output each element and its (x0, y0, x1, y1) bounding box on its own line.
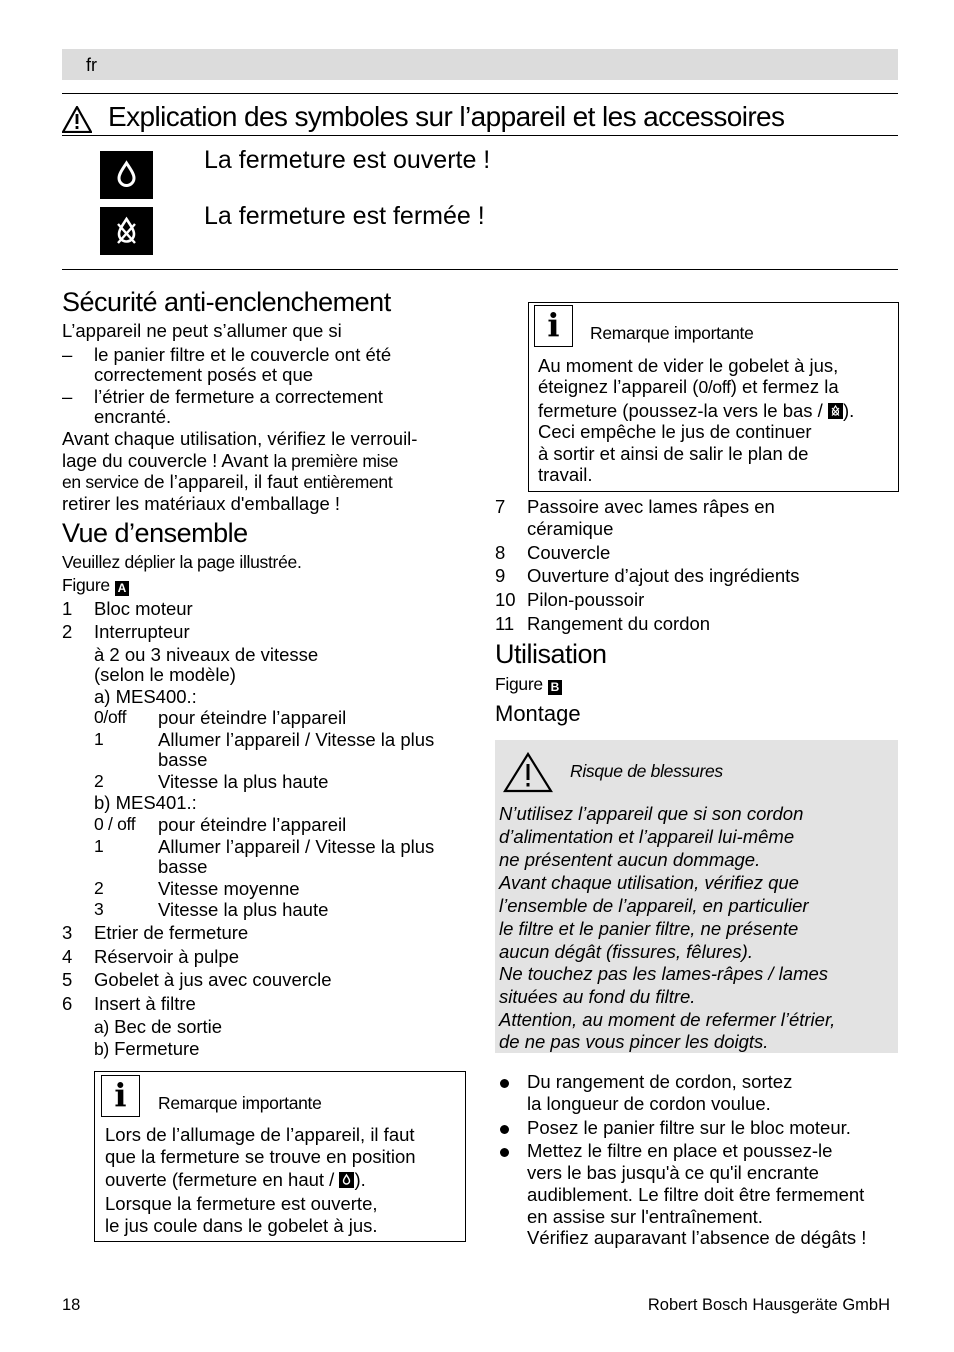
hazard-line: Avant chaque utilisation, vérifiez que (499, 872, 799, 893)
switch-key: 0/off (94, 707, 127, 727)
note-title: Remarque importante (158, 1093, 322, 1113)
lock-open-text: La fermeture est ouverte ! (204, 146, 491, 174)
item-number: 2 (62, 621, 73, 642)
figure-ref: Figure B (495, 673, 562, 696)
crossed-drop-icon (828, 403, 843, 419)
bullet-icon (500, 1079, 509, 1088)
note-text: Au moment de vider le gobelet à jus, (538, 355, 839, 376)
securite-paragraph: en service de l’appareil, il faut entièrement (62, 471, 393, 492)
divider (62, 93, 898, 94)
item-text: Réservoir à pulpe (94, 946, 239, 967)
warning-triangle-icon (62, 106, 92, 133)
item-number: 5 (62, 969, 73, 990)
step-text: vers le bas jusqu'à ce qu'il encrante (527, 1162, 819, 1183)
securite-intro: L’appareil ne peut s’allumer que si (62, 320, 342, 341)
montage-heading: Montage (495, 701, 581, 726)
step-text: la longueur de cordon voulue. (527, 1093, 771, 1114)
language-code: fr (86, 55, 97, 75)
item-number: 8 (495, 542, 506, 563)
item-number: 1 (62, 598, 73, 619)
switch-desc: Vitesse la plus haute (158, 771, 329, 792)
symbols-title: Explication des symboles sur l’appareil et les accessoires (108, 101, 785, 132)
switch-desc: Allumer l’appareil / Vitesse la plus (158, 836, 435, 857)
securite-paragraph: retirer les matériaux d'emballage ! (62, 493, 341, 514)
step-text: audiblement. Le filtre doit être fermement (527, 1184, 865, 1205)
crossed-drop-icon (100, 207, 153, 255)
divider (62, 135, 898, 136)
note-text: Ceci empêche le jus de continuer (538, 421, 812, 442)
item-text: Couvercle (527, 542, 611, 563)
lock-closed-symbol (100, 207, 153, 255)
dash-marker: – (62, 344, 73, 365)
subitem: b) Fermeture (94, 1038, 200, 1059)
info-icon: i (101, 1075, 140, 1117)
switch-key: 1 (94, 729, 104, 749)
bullet-icon (500, 1148, 509, 1157)
item-text: Insert à filtre (94, 993, 196, 1014)
figure-letter: B (548, 680, 562, 695)
item-number: 4 (62, 946, 73, 967)
drop-icon (339, 1172, 354, 1188)
note-text: que la fermeture se trouve en position (105, 1146, 416, 1167)
step-text: Posez le panier filtre sur le bloc moteur. (527, 1117, 851, 1138)
securite-heading: Sécurité anti-enclenchement (62, 287, 391, 317)
utilisation-heading: Utilisation (495, 639, 607, 669)
speed-text: (selon le modèle) (94, 664, 236, 685)
switch-desc: Allumer l’appareil / Vitesse la plus (158, 729, 435, 750)
item-number: 11 (495, 613, 515, 634)
item-number: 7 (495, 496, 506, 517)
hazard-line: Attention, au moment de refermer l’étrier, (499, 1009, 836, 1030)
item-text: Gobelet à jus avec couvercle (94, 969, 332, 990)
bullet-icon (500, 1125, 509, 1134)
subitem: a) Bec de sortie (94, 1016, 223, 1037)
warning-triangle-icon (503, 752, 553, 793)
hazard-line: l’ensemble de l’appareil, en particulier (499, 895, 809, 916)
divider (62, 269, 898, 270)
hazard-line: de ne pas vous pincer les doigts. (499, 1031, 769, 1052)
figure-ref: Figure A (62, 574, 129, 597)
switch-desc: pour éteindre l’appareil (158, 707, 347, 728)
note-title: Remarque importante (590, 323, 754, 343)
hazard-line: N’utilisez l’appareil que si son cordon (499, 803, 804, 824)
item-text: céramique (527, 518, 614, 539)
securite-paragraph: Avant chaque utilisation, vérifiez le verrouil- (62, 428, 418, 449)
lock-closed-text: La fermeture est fermée ! (204, 202, 485, 230)
item-number: 3 (62, 922, 73, 943)
item-number: 9 (495, 565, 506, 586)
vue-heading: Vue d’ensemble (62, 518, 248, 548)
note-text: le jus coule dans le gobelet à jus. (105, 1215, 378, 1236)
vue-instruction: Veuillez déplier la page illustrée. (62, 552, 302, 572)
switch-desc: basse (158, 856, 208, 877)
item-text: Pilon-poussoir (527, 589, 645, 610)
switch-key: 2 (94, 878, 104, 898)
note-text: Lorsque la fermeture est ouverte, (105, 1193, 378, 1214)
hazard-line: situées au fond du filtre. (499, 986, 696, 1007)
hazard-line: ne présentent aucun dommage. (499, 849, 761, 870)
company-name: Robert Bosch Hausgeräte GmbH (647, 1296, 890, 1314)
item-text: Rangement du cordon (527, 613, 711, 634)
hazard-line: d’alimentation et l’appareil lui-même (499, 826, 795, 847)
dash-line: encranté. (94, 406, 172, 427)
switch-key: 1 (94, 836, 104, 856)
note-text: Lors de l’allumage de l’appareil, il faut (105, 1124, 415, 1145)
item-text: Bloc moteur (94, 598, 193, 619)
switch-key: 0 / off (94, 814, 136, 834)
step-text: Vérifiez auparavant l’absence de dégâts ! (527, 1227, 867, 1248)
drop-icon (100, 151, 153, 199)
switch-desc: Vitesse moyenne (158, 878, 300, 899)
language-bar (62, 49, 898, 80)
switch-desc: Vitesse la plus haute (158, 899, 329, 920)
dash-line: l’étrier de fermeture a correctement (94, 386, 383, 407)
step-text: Du rangement de cordon, sortez (527, 1071, 793, 1092)
item-text: Interrupteur (94, 621, 190, 642)
dash-line: correctement posés et que (94, 364, 314, 385)
securite-paragraph: lage du couvercle ! Avant la première mise (62, 450, 399, 471)
note-text: ouverte (fermeture en haut / ). (105, 1169, 366, 1190)
item-number: 6 (62, 993, 73, 1014)
dash-line: le panier filtre et le couvercle ont été (94, 344, 392, 365)
item-text: Passoire avec lames râpes en (527, 496, 775, 517)
note-text: travail. (538, 464, 593, 485)
info-icon: i (534, 305, 573, 347)
switch-key: 2 (94, 771, 104, 791)
note-text: fermeture (poussez-la vers le bas / ). (538, 400, 855, 421)
hazard-line: aucun dégât (fissures, fêlures). (499, 941, 753, 962)
hazard-title: Risque de blessures (570, 761, 723, 781)
switch-desc: pour éteindre l’appareil (158, 814, 347, 835)
switch-key: 3 (94, 899, 104, 919)
hazard-line: Ne touchez pas les lames-râpes / lames (499, 963, 829, 984)
hazard-line: le filtre et le panier filtre, ne présente (499, 918, 799, 939)
step-text: Mettez le filtre en place et poussez-le (527, 1140, 833, 1161)
figure-letter: A (115, 581, 129, 596)
note-text: éteignez l’appareil (0/off) et fermez la (538, 376, 839, 397)
item-text: Ouverture d’ajout des ingrédients (527, 565, 800, 586)
lock-open-symbol (100, 151, 153, 199)
model-b: b) MES401.: (94, 792, 197, 813)
item-text: Etrier de fermeture (94, 922, 249, 943)
step-text: en assise sur l'entraînement. (527, 1206, 763, 1227)
page-number: 18 (62, 1296, 81, 1314)
dash-marker: – (62, 386, 73, 407)
item-number: 10 (495, 589, 516, 610)
note-text: à sortir et ainsi de salir le plan de (538, 443, 809, 464)
speed-text: à 2 ou 3 niveaux de vitesse (94, 644, 319, 665)
switch-desc: basse (158, 749, 208, 770)
model-a: a) MES400.: (94, 686, 197, 707)
